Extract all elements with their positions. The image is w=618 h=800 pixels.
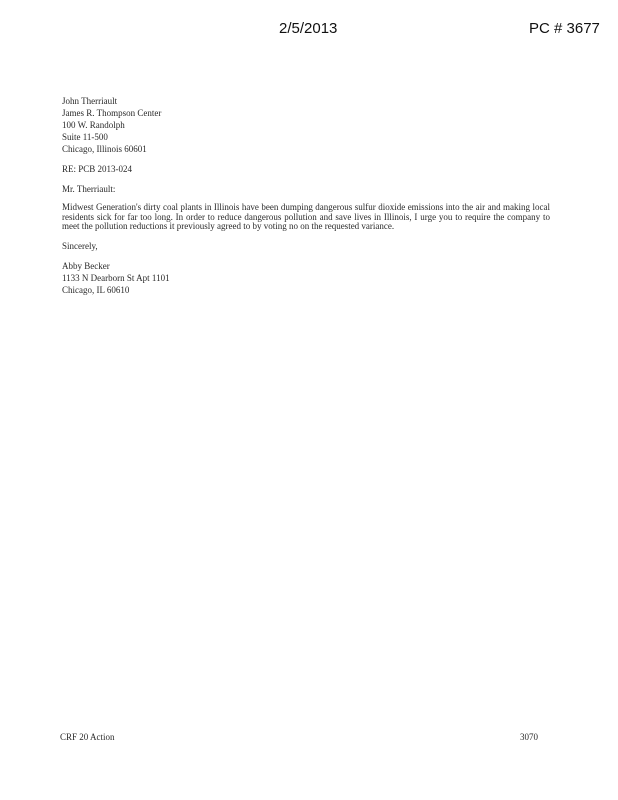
sender-line: 1133 N Dearborn St Apt 1101 (62, 272, 170, 283)
recipient-address (62, 95, 550, 155)
footer-left: CRF 20 Action (60, 732, 115, 742)
header-pc-number: PC # 3677 (529, 20, 600, 37)
recipient-line: Suite 11-500 (62, 132, 108, 142)
recipient-line: James R. Thompson Center (62, 108, 162, 118)
recipient-line: John Therriault (62, 96, 118, 106)
salutation: Mr. Therriault: (62, 184, 116, 194)
sender-line: Chicago, IL 60610 (62, 284, 130, 295)
sender-address (62, 260, 550, 296)
footer-page-number: 3070 (520, 732, 538, 742)
re-line: RE: PCB 2013-024 (62, 164, 133, 174)
letter-body (62, 95, 550, 296)
recipient-line: Chicago, Illinois 60601 (62, 144, 147, 154)
letter-paragraph: Midwest Generation's dirty coal plants in Illinois have been dumping dangerous sulfur dioxide emissions into the air and making local residents sick for far too long. In order to reduce dangerous pollution and save lives in Illinois, I urge you to require the company to meet the pollution reductions it previously agreed to by voting no on the requested variance. (62, 202, 550, 231)
header-date: 2/5/2013 (279, 20, 338, 37)
recipient-line: 100 W. Randolph (62, 120, 125, 130)
closing: Sincerely, (62, 240, 98, 251)
sender-name: Abby Becker (62, 260, 110, 271)
